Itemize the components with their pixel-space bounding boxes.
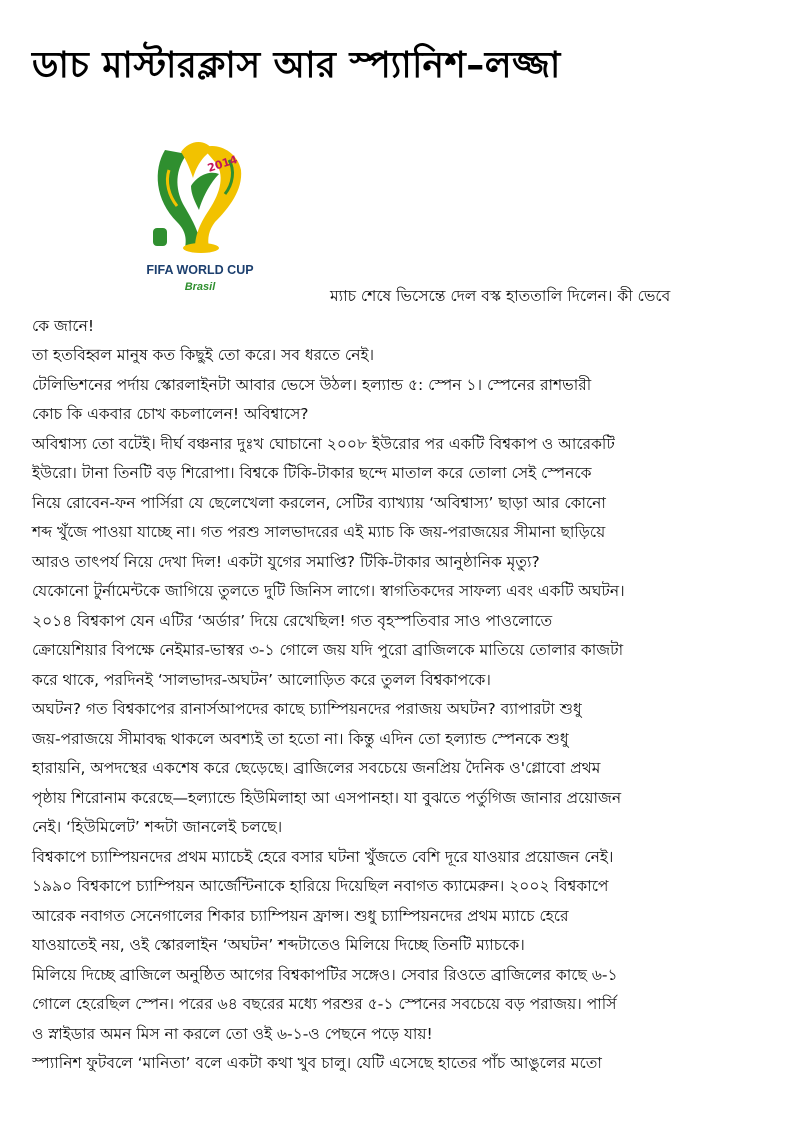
logo-year: 2014 xyxy=(205,153,240,175)
article-line: ইউরো। টানা তিনটি বড় শিরোপা। বিশ্বকে টিকি-টাকার ছন্দে মাতাল করে তোলা সেই স্পেনকে xyxy=(32,464,592,482)
article-body xyxy=(32,282,772,1079)
article-line: পৃষ্ঠায় শিরোনাম করেছে—হল্যান্ডে হিউমিলাহা আ এসপানহা। যা বুঝতে পর্তুগিজ জানার প্রয়োজন xyxy=(32,788,622,807)
article-title: ডাচ মাস্টারক্লাস আর স্প্যানিশ–লজ্জা xyxy=(32,45,561,86)
article-line: জয়-পরাজয়ে সীমাবদ্ধ থাকলে অবশ্যই তা হতো না। কিন্তু এদিন তো হল্যান্ড স্পেনকে শুধু xyxy=(32,729,569,748)
article-line: ২০১৪ বিশ্বকাপ যেন এটির ‘অর্ডার’ দিয়ে রেখেছিল! গত বৃহস্পতিবার সাও পাওলোতে xyxy=(32,611,553,630)
article-line: নেই। ‘হিউমিলেট’ শব্দটা জানলেই চলছে। xyxy=(32,818,283,836)
article-line: হারায়নি, অপদস্থের একশেষ করে ছেড়েছে। ব্রাজিলের সবচেয়ে জনপ্রিয় দৈনিক ও'গ্লোবো প্রথম xyxy=(32,759,601,777)
article-line: টেলিভিশনের পর্দায় স্কোরলাইনটা আবার ভেসে উঠল। হল্যান্ড ৫: স্পেন ১। স্পেনের রাশভারী xyxy=(32,375,592,394)
logo-text-world-cup: FIFA WORLD CUP xyxy=(146,263,254,277)
article-line: ১৯৯০ বিশ্বকাপে চ্যাম্পিয়ন আর্জেন্টিনাকে হারিয়ে দিয়েছিল নবাগত ক্যামেরুন। ২০০২ বিশ্বকাপে xyxy=(32,877,609,895)
logo-text-brasil: Brasil xyxy=(184,281,216,293)
article-line: আরও তাৎপর্য নিয়ে দেখা দিল! একটা যুগের সমাপ্তি? টিকি-টাকার আনুষ্ঠানিক মৃত্যু? xyxy=(32,552,540,571)
article-line: যাওয়াতেই নয়, ওই স্কোরলাইন ‘অঘটন’ শব্দটাতেও মিলিয়ে দিচ্ছে তিনটি ম্যাচকে। xyxy=(32,936,525,954)
article-line: অঘটন? গত বিশ্বকাপের রানার্সআপদের কাছে চ্যাম্পিয়নদের পরাজয় অঘটন? ব্যাপারটা শুধু xyxy=(32,700,582,718)
article-line: আরেক নবাগত সেনেগালের শিকার চ্যাম্পিয়ন ফ্রান্স। শুধু চ্যাম্পিয়নদের প্রথম ম্যাচে হেরে xyxy=(32,906,569,925)
article-line: করে থাকে, পরদিনই ‘সালভাদর-অঘটন’ আলোড়িত করে তুলল বিশ্বকাপকে। xyxy=(32,670,491,689)
article-line: গোলে হেরেছিল স্পেন। পরের ৬৪ বছরের মধ্যে পরশুর ৫-১ স্পেনের সবচেয়ে বড় পরাজয়। পার্সি xyxy=(32,995,617,1013)
article-line: অবিশ্বাস্য তো বটেই। দীর্ঘ বঞ্চনার দুঃখ ঘোচানো ২০০৮ ইউরোর পর একটি বিশ্বকাপ ও আরেকটি xyxy=(32,434,615,453)
fifa-world-cup-logo xyxy=(145,130,255,298)
article-line: কে জানে! xyxy=(32,316,95,335)
article-line: তা হতবিহ্বল মানুষ কত কিছুই তো করে। সব ধরতে নেই। xyxy=(32,346,375,364)
fifa-world-cup-2014-logo-graphic xyxy=(145,130,255,298)
article-line: যেকোনো টুর্নামেন্টকে জাগিয়ে তুলতে দুটি জিনিস লাগে। স্বাগতিকদের সাফল্য এবং একটি অঘটন। xyxy=(32,582,625,600)
article-line: ক্রোয়েশিয়ার বিপক্ষে নেইমার-ভাস্বর ৩-১ গোলে জয় যদি পুরো ব্রাজিলকে মাতিয়ে তোলার কাজটা xyxy=(32,641,624,659)
article-line: মিলিয়ে দিচ্ছে ব্রাজিলে অনুষ্ঠিত আগের বিশ্বকাপটির সঙ্গেও। সেবার রিওতে ব্রাজিলের কাছে ৬-১ xyxy=(32,965,618,984)
article-line: কোচ কি একবার চোখ কচলালেন! অবিশ্বাসে? xyxy=(32,405,309,423)
article-line: ম্যাচ শেষে ভিসেন্তে দেল বস্ক হাততালি দিলেন। কী ভেবে xyxy=(330,287,671,305)
article-line: ও স্নাইডার অমন মিস না করলে তো ওই ৬-১-ও পেছনে পড়ে যায়! xyxy=(32,1024,433,1043)
article-line: নিয়ে রোবেন-ফন পার্সিরা যে ছেলেখেলা করলেন, সেটির ব্যাখ্যায় ‘অবিশ্বাস্য’ ছাড়া আর কোনো xyxy=(32,493,606,512)
article-line: স্প্যানিশ ফুটবলে ‘মানিতা’ বলে একটা কথা খুব চালু। যেটি এসেছে হাতের পাঁচ আঙুলের মতো xyxy=(32,1054,602,1072)
article-line: শব্দ খুঁজে পাওয়া যাচ্ছে না। গত পরশু সালভাদরের এই ম্যাচ কি জয়-পরাজয়ের সীমানা ছাড়িয়ে xyxy=(32,523,606,541)
article-line: বিশ্বকাপে চ্যাম্পিয়নদের প্রথম ম্যাচেই হেরে বসার ঘটনা খুঁজতে বেশি দূরে যাওয়ার প্রয়োজন নেই। xyxy=(32,847,614,866)
